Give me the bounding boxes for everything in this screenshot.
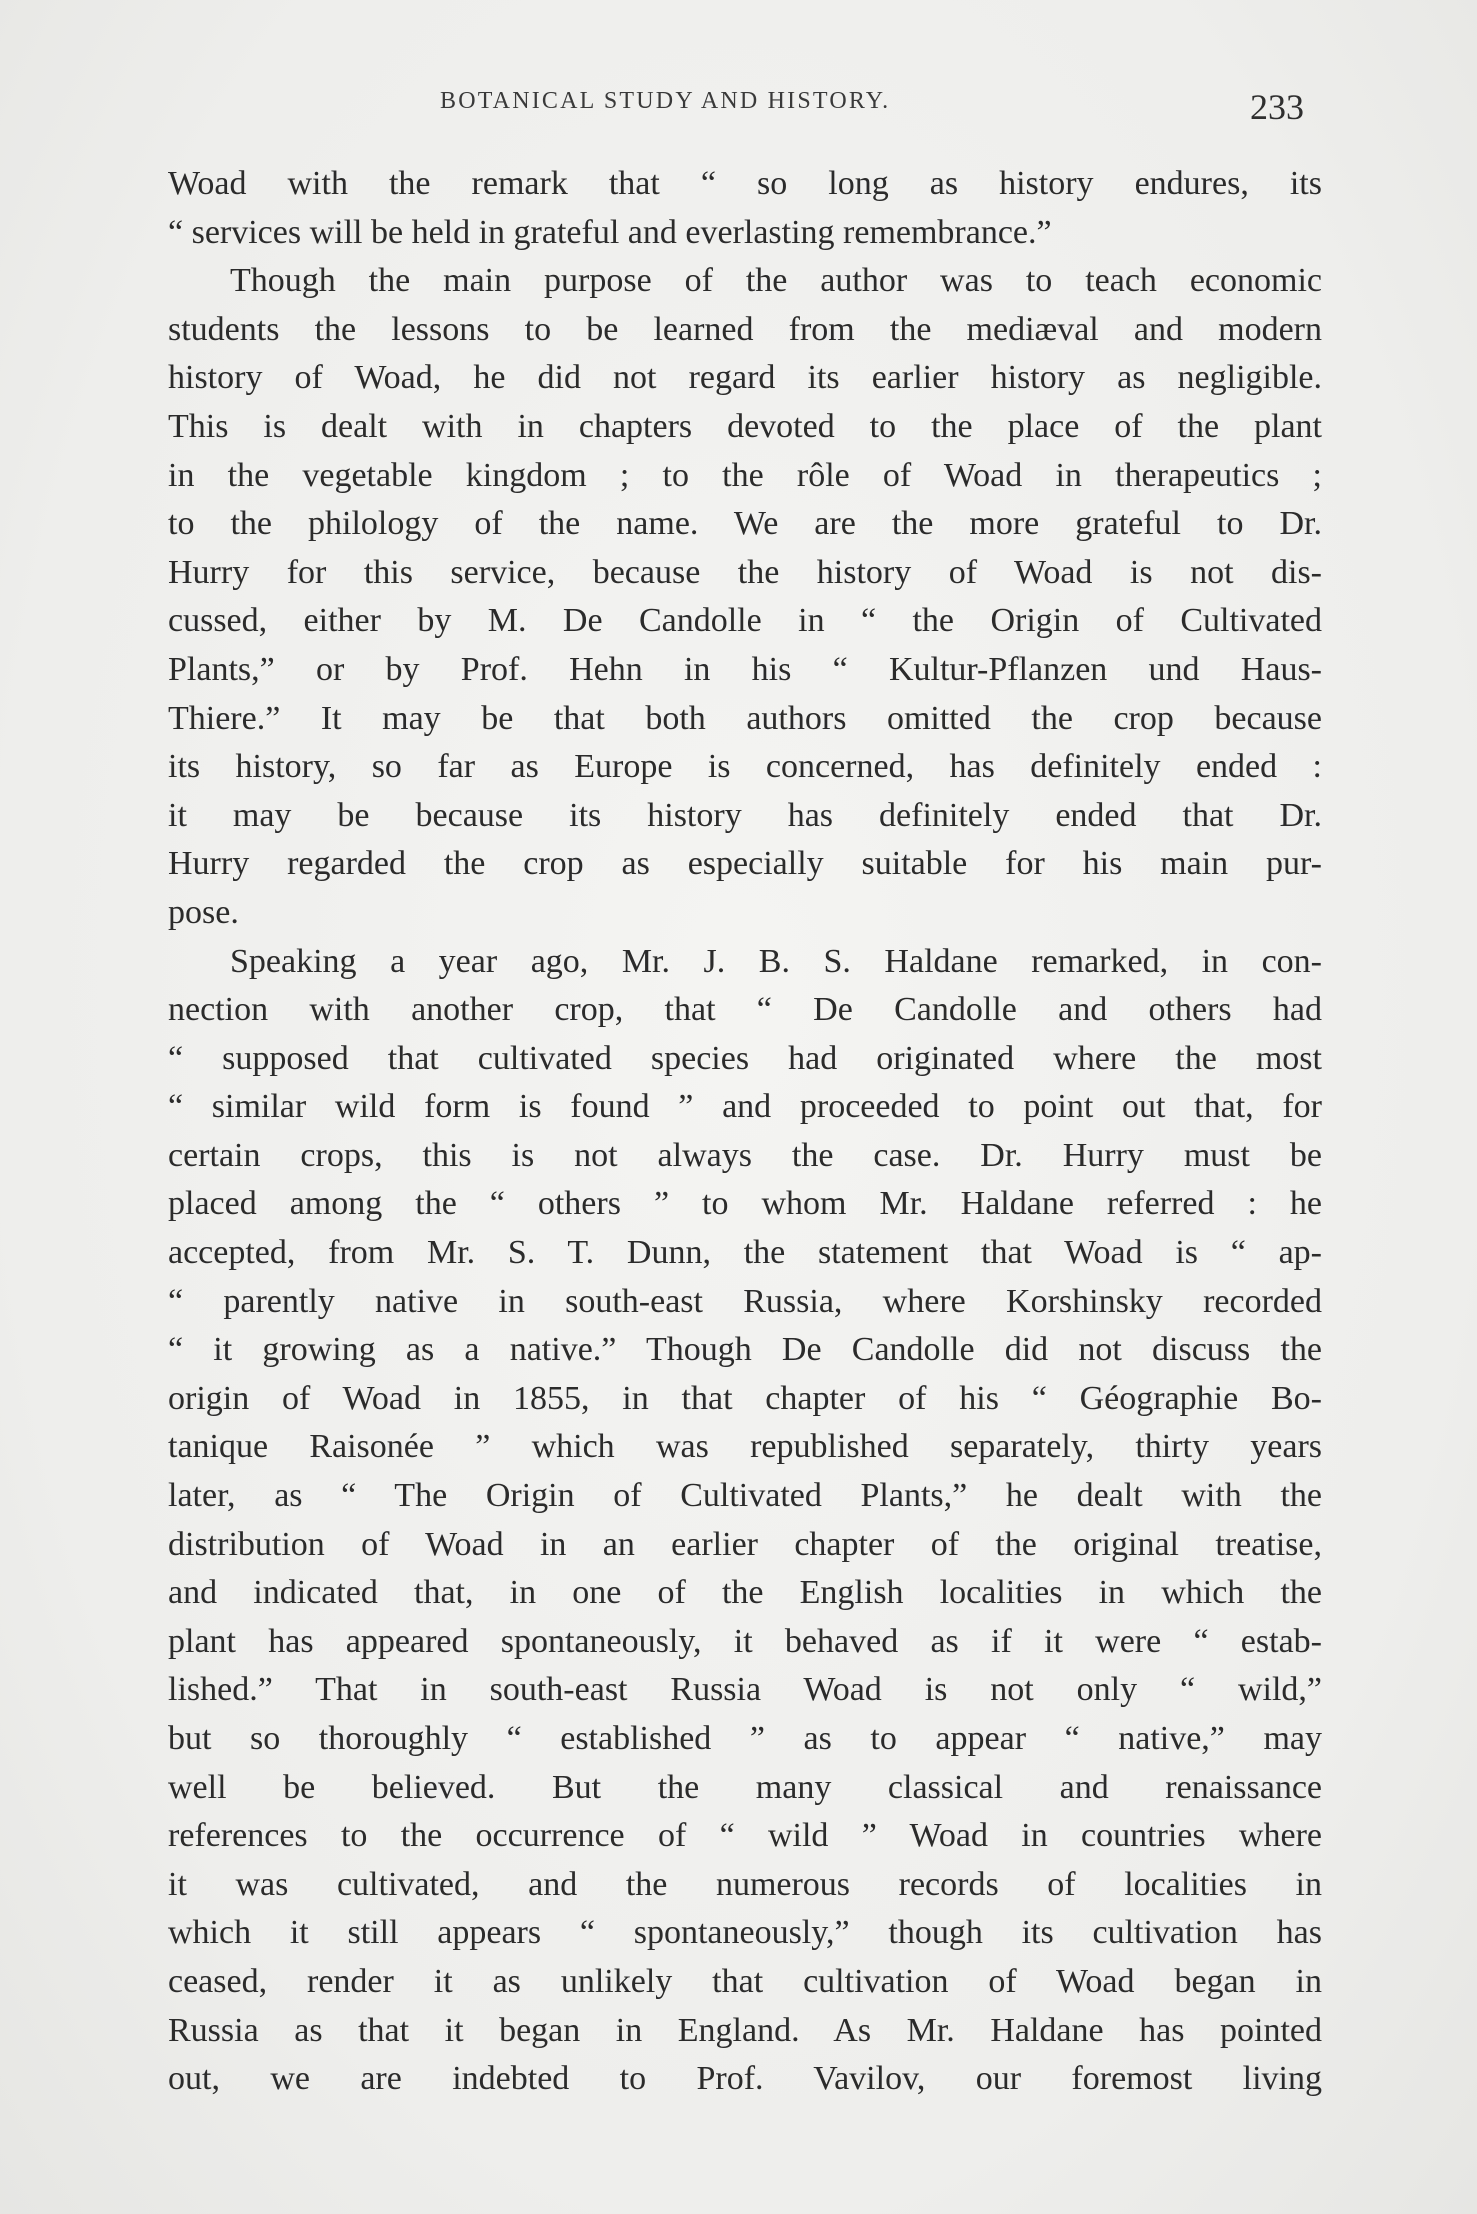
text-line: This is dealt with in chapters devoted to the place of the plant (168, 407, 1322, 445)
text-line: Plants,” or by Prof. Hehn in his “ Kultur-Pflanzen und Haus- (168, 650, 1322, 688)
text-line: “ parently native in south-east Russia, where Korshinsky recorded (168, 1282, 1322, 1320)
text-line: Woad with the remark that “ so long as history endures, its (168, 165, 1322, 202)
text-line: “ services will be held in grateful and everlasting remembrance.” (168, 213, 1052, 251)
text-line: which it still appears “ spontaneously,” though its cultivation has (168, 1914, 1322, 1952)
text-line: to the philology of the name. We are the more grateful to Dr. (168, 505, 1322, 543)
text-line: it was cultivated, and the numerous records of localities in (168, 1865, 1322, 1903)
text-line: origin of Woad in 1855, in that chapter of his “ Géographie Bo- (168, 1379, 1322, 1417)
text-line: distribution of Woad in an earlier chapter of the original treatise, (168, 1525, 1322, 1563)
text-line: and indicated that, in one of the English localities in which the (168, 1574, 1322, 1612)
text-line: pose. (168, 893, 239, 931)
text-line: it may be because its history has definitely ended that Dr. (168, 796, 1322, 834)
text-line: its history, so far as Europe is concerned, has definitely ended : (168, 748, 1322, 786)
text-line: but so thoroughly “ established ” as to appear “ native,” may (168, 1720, 1322, 1757)
body-text (168, 160, 1322, 2104)
text-line: “ supposed that cultivated species had originated where the most (168, 1039, 1322, 1077)
page-number: 233 (1250, 87, 1304, 127)
text-line: certain crops, this is not always the case. Dr. Hurry must be (168, 1136, 1322, 1174)
text-line: Hurry for this service, because the history of Woad is not dis- (168, 553, 1322, 591)
running-title: BOTANICAL STUDY AND HISTORY. (440, 88, 891, 114)
text-line: later, as “ The Origin of Cultivated Plants,” he dealt with the (168, 1477, 1322, 1515)
text-line: “ similar wild form is found ” and proceeded to point out that, for (168, 1088, 1322, 1126)
text-line: nection with another crop, that “ De Candolle and others had (168, 991, 1322, 1029)
text-line: cussed, either by M. De Candolle in “ the Origin of Cultivated (168, 602, 1322, 640)
text-line: ceased, render it as unlikely that cultivation of Woad began in (168, 1962, 1322, 2000)
text-line: in the vegetable kingdom ; to the rôle of Woad in therapeutics ; (168, 456, 1322, 494)
text-line: placed among the “ others ” to whom Mr. Haldane referred : he (168, 1185, 1322, 1223)
text-line: plant has appeared spontaneously, it behaved as if it were “ estab- (168, 1622, 1322, 1660)
text-line: students the lessons to be learned from the mediæval and modern (168, 310, 1322, 348)
text-line: “ it growing as a native.” Though De Candolle did not discuss the (168, 1331, 1322, 1369)
text-line: Hurry regarded the crop as especially suitable for his main pur- (168, 845, 1322, 883)
text-line: well be believed. But the many classical and renaissance (168, 1768, 1322, 1806)
text-line: accepted, from Mr. S. T. Dunn, the statement that Woad is “ ap- (168, 1234, 1322, 1272)
text-line: Though the main purpose of the author was to teach economic (230, 262, 1322, 300)
text-line: out, we are indebted to Prof. Vavilov, our foremost living (168, 2060, 1322, 2098)
text-line: history of Woad, he did not regard its earlier history as negligible. (168, 359, 1322, 397)
text-line: Russia as that it began in England. As Mr. Haldane has pointed (168, 2011, 1322, 2049)
text-line: tanique Raisonée ” which was republished separately, thirty years (168, 1428, 1322, 1466)
text-line: Thiere.” It may be that both authors omitted the crop because (168, 699, 1322, 737)
text-line: Speaking a year ago, Mr. J. B. S. Haldane remarked, in con- (230, 942, 1322, 980)
text-line: lished.” That in south-east Russia Woad is not only “ wild,” (168, 1671, 1322, 1709)
text-line: references to the occurrence of “ wild ” Woad in countries where (168, 1817, 1322, 1855)
